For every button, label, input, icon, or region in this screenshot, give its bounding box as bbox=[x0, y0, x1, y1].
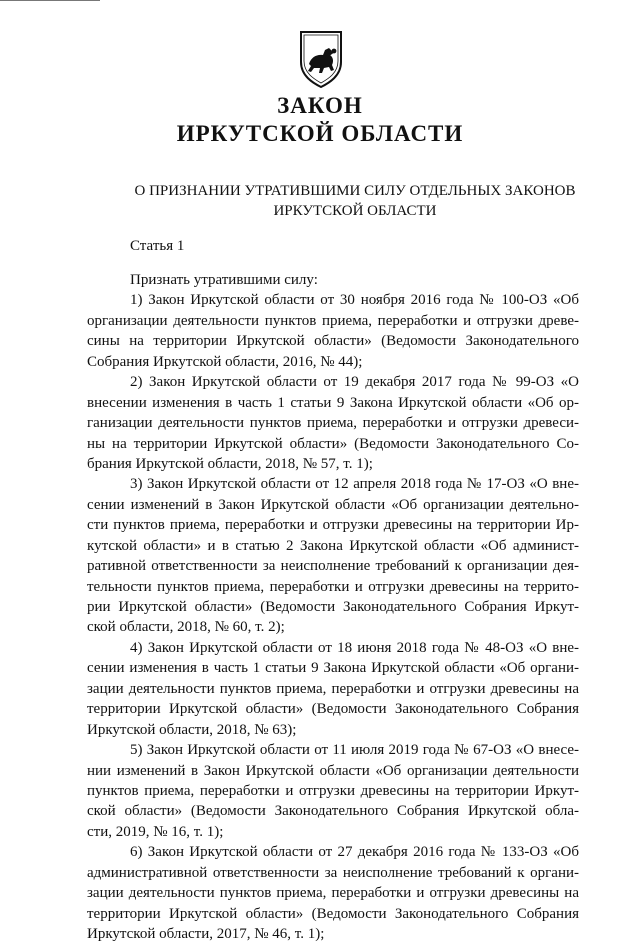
list-item bbox=[87, 290, 579, 372]
text-line: сении изменения в часть 1 статьи 9 Закона Иркутской области «Об органи- bbox=[87, 660, 579, 677]
intro-paragraph: Признать утратившими силу: bbox=[130, 272, 318, 288]
article-body bbox=[87, 270, 579, 944]
text-line: внесении изменения в часть 1 статьи 9 Закона Иркутской области «Об ор- bbox=[87, 394, 579, 411]
text-line: зации деятельности пунктов приема, переработки и отгрузки древесины на bbox=[87, 680, 579, 697]
list-item bbox=[87, 474, 579, 638]
text-line: ской области, 2018, № 60, т. 2); bbox=[87, 619, 285, 636]
text-line: ганизации деятельности пунктов приема, переработки и отгрузки древеси- bbox=[87, 415, 579, 432]
text-line: 2) Закон Иркутской области от 19 декабря 2017 года № 99-ОЗ «О bbox=[130, 374, 579, 391]
list-item bbox=[87, 842, 579, 944]
text-line: организации деятельности пунктов приема, переработки и отгрузки древе- bbox=[87, 312, 579, 329]
text-line: ративной ответственности за неисполнение требований к организации дея- bbox=[87, 558, 579, 575]
document-title: ЗАКОН bbox=[277, 93, 363, 118]
text-line: брания Иркутской области, 2018, № 57, т. 1); bbox=[87, 455, 373, 472]
text-line: тельности пунктов приема, переработки и отгрузки древесины на террито- bbox=[87, 578, 579, 595]
text-line: Иркутской области, 2017, № 46, т. 1); bbox=[87, 926, 325, 942]
text-line: рии Иркутской области» (Ведомости Законодательного Собрания Иркут- bbox=[87, 599, 579, 615]
text-line: 4) Закон Иркутской области от 18 июня 2018 года № 48-ОЗ «О вне- bbox=[130, 639, 579, 656]
text-line: сти пунктов приема, переработки и отгрузки древесины на территории Ир- bbox=[87, 517, 579, 534]
text-line: нии изменений в Закон Иркутской области «Об организации деятельности bbox=[87, 762, 579, 779]
document-issuer: ИРКУТСКОЙ ОБЛАСТИ bbox=[176, 121, 464, 146]
text-line: ской области» (Ведомости Законодательного Собрания Иркутской обла- bbox=[87, 803, 579, 820]
text-line: сины на территории Иркутской области» (Ведомости Законодательного bbox=[87, 333, 579, 350]
text-line: 5) Закон Иркутской области от 11 июля 2019 года № 67-ОЗ «О внесе- bbox=[130, 742, 579, 759]
scan-edge-line bbox=[0, 0, 100, 1]
text-line: административной ответственности за неисполнение требований к органи- bbox=[87, 864, 579, 881]
text-line: 6) Закон Иркутской области от 27 декабря 2016 года № 133-ОЗ «Об bbox=[130, 844, 579, 861]
text-line: кутской области» и в статью 2 Закона Иркутской области «Об админист- bbox=[87, 537, 579, 554]
text-line: 1) Закон Иркутской области от 30 ноября 2016 года № 100-ОЗ «Об bbox=[130, 292, 579, 309]
article-heading: Статья 1 bbox=[130, 238, 185, 254]
text-line: ны на территории Иркутской области» (Ведомости Законодательного Со- bbox=[87, 435, 579, 452]
irkutsk-emblem-icon bbox=[298, 30, 344, 88]
list-item bbox=[87, 372, 579, 474]
text-line: сти, 2019, № 16, т. 1); bbox=[87, 823, 224, 840]
text-line: 3) Закон Иркутской области от 12 апреля 2018 года № 17-ОЗ «О вне- bbox=[130, 476, 579, 493]
text-line: пунктов приема, переработки и отгрузки древесины на территории Иркут- bbox=[87, 782, 579, 799]
text-line: территории Иркутской области» (Ведомости Законодательного Собрания bbox=[87, 701, 579, 718]
law-subject-heading bbox=[120, 181, 590, 221]
text-line: Собрания Иркутской области, 2016, № 44); bbox=[87, 353, 363, 370]
text-line: Иркутской области, 2018, № 63); bbox=[87, 721, 297, 738]
subject-line: О ПРИЗНАНИИ УТРАТИВШИМИ СИЛУ ОТДЕЛЬНЫХ ЗАКОНОВ bbox=[134, 183, 576, 199]
list-item bbox=[87, 740, 579, 842]
text-line: сении изменений в Закон Иркутской области «Об организации деятельно- bbox=[87, 496, 579, 513]
list-item bbox=[87, 638, 579, 740]
text-line: зации деятельности пунктов приема, переработки и отгрузки древесины на bbox=[87, 885, 579, 902]
subject-line: ИРКУТСКОЙ ОБЛАСТИ bbox=[273, 203, 437, 219]
text-line: территории Иркутской области» (Ведомости Законодательного Собрания bbox=[87, 905, 579, 922]
